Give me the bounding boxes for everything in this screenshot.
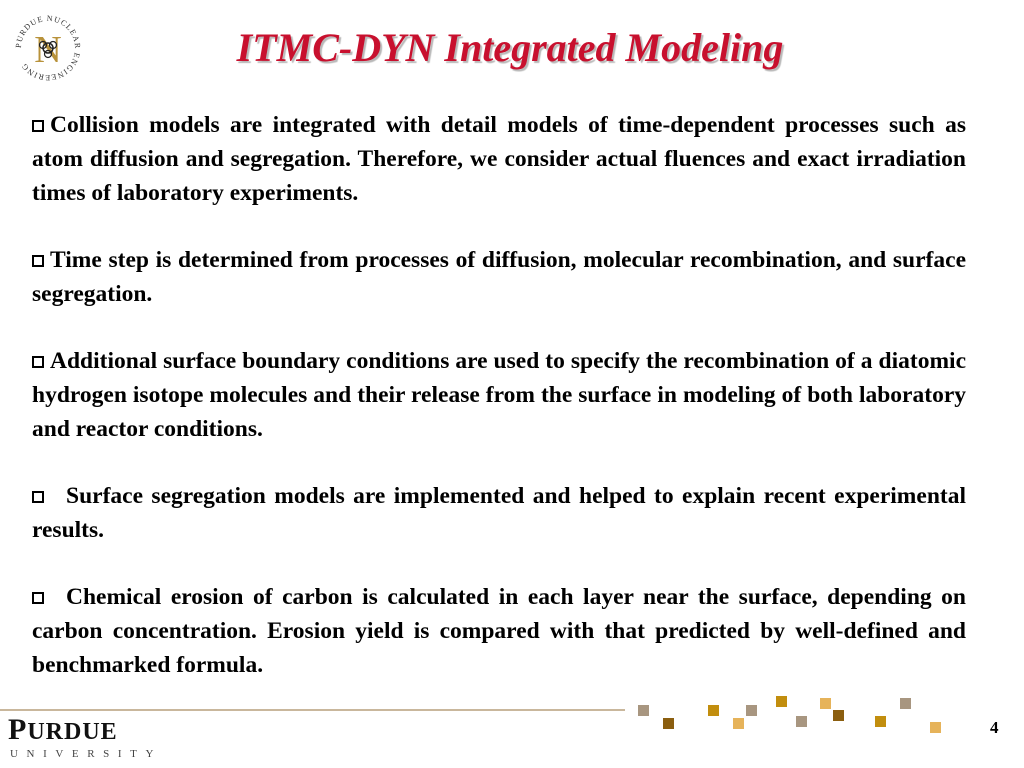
checkbox-bullet-icon <box>32 120 44 132</box>
university-wordmark: UNIVERSITY <box>10 748 162 760</box>
decorative-square <box>733 718 744 729</box>
footer-divider <box>0 709 625 711</box>
bullet-text: Collision models are integrated with detail models of time-dependent processes such as atom diffusion and segregation. Therefore, we consider actual fluences and exact irradiation times of laboratory experiments. <box>32 112 966 206</box>
decorative-square <box>708 705 719 716</box>
brand-first-letter: P <box>8 713 28 746</box>
decorative-square <box>930 722 941 733</box>
bullet-item <box>32 344 966 446</box>
slide-title: ITMC-DYN Integrated Modeling <box>236 25 784 70</box>
checkbox-bullet-icon <box>32 255 44 267</box>
page-number: 4 <box>990 718 999 737</box>
decorative-square <box>875 716 886 727</box>
decorative-square <box>746 705 757 716</box>
nuclear-engineering-seal-icon <box>12 12 84 84</box>
decorative-square <box>663 718 674 729</box>
svg-text:N: N <box>34 29 62 71</box>
decorative-square <box>833 710 844 721</box>
decorative-square <box>638 705 649 716</box>
decorative-square <box>900 698 911 709</box>
checkbox-bullet-icon <box>32 592 44 604</box>
decorative-square <box>820 698 831 709</box>
bullet-item <box>32 479 966 547</box>
bullet-item <box>32 580 966 682</box>
purdue-nuclear-engineering-logo <box>12 12 84 84</box>
checkbox-bullet-icon <box>32 491 44 503</box>
bullet-item <box>32 243 966 311</box>
decorative-square <box>796 716 807 727</box>
checkbox-bullet-icon <box>32 356 44 368</box>
bullet-item <box>32 108 966 210</box>
svg-text:PURDUE NUCLEAR ENGINEERING: PURDUE NUCLEAR ENGINEERING <box>13 13 83 83</box>
brand-rest: URDUE <box>27 719 118 745</box>
bullet-text: Chemical erosion of carbon is calculated in each layer near the surface, depending on carbon concentration. Erosion yield is compared with that predicted by well-defined and benchmarked formula. <box>32 584 966 678</box>
bullet-text: Time step is determined from processes of diffusion, molecular recombination, and surface segregation. <box>32 247 966 307</box>
bullet-list <box>32 108 966 715</box>
purdue-wordmark <box>8 715 118 747</box>
bullet-text: Surface segregation models are implemented and helped to explain recent experimental results. <box>32 483 966 543</box>
bullet-text: Additional surface boundary conditions are used to specify the recombination of a diatomic hydrogen isotope molecules and their release from the surface in modeling of both laboratory and reactor conditions. <box>32 348 966 442</box>
decorative-square <box>776 696 787 707</box>
